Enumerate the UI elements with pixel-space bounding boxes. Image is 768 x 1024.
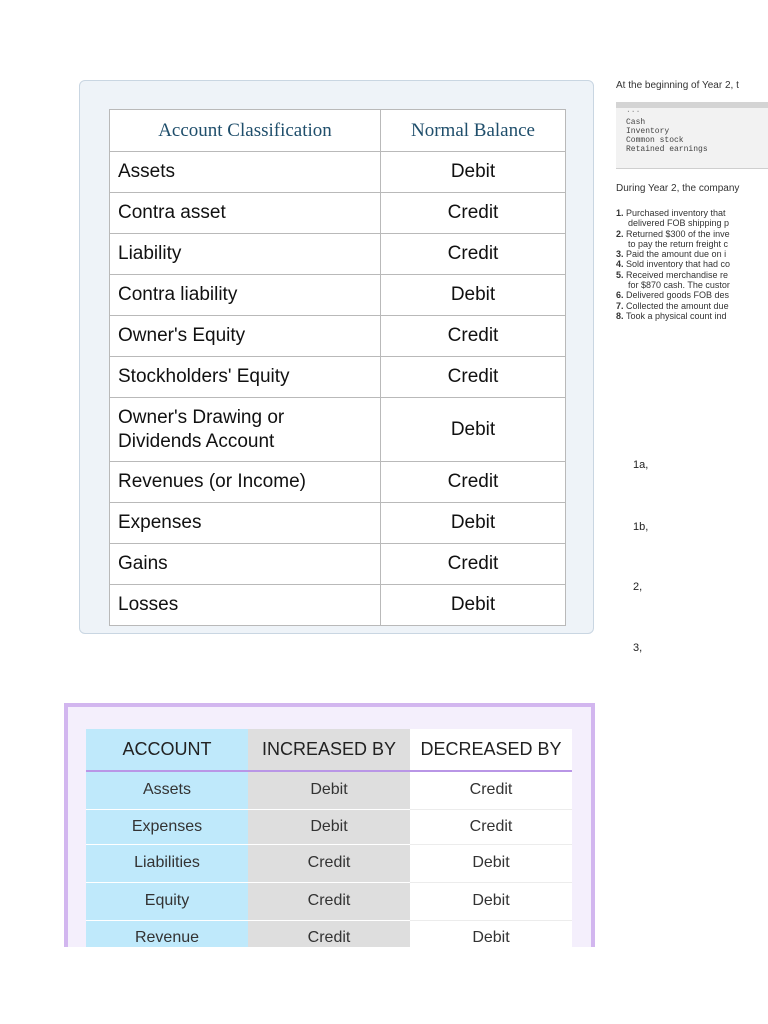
classification-cell: Revenues (or Income) — [110, 462, 381, 503]
decreased-cell: Debit — [410, 844, 572, 882]
header-normal-balance: Normal Balance — [381, 110, 566, 152]
classification-cell: Stockholders' Equity — [110, 357, 381, 398]
balance-cell: Debit — [381, 275, 566, 316]
account-cell: Expenses — [86, 809, 248, 844]
table-row — [110, 275, 566, 316]
list-item: 7. Collected the amount due — [616, 300, 729, 311]
balance-cell: Credit — [381, 193, 566, 234]
during-year-text: During Year 2, the company — [616, 183, 740, 194]
table-row — [110, 234, 566, 275]
problem-document — [616, 80, 768, 380]
table-row — [110, 462, 566, 503]
classification-cell: Contra liability — [110, 275, 381, 316]
increased-cell: Credit — [248, 844, 410, 882]
classification-line-1: Owner's Drawing or — [118, 406, 285, 428]
beginning-balances-table — [616, 102, 768, 169]
classification-cell: Gains — [110, 544, 381, 585]
table-row — [110, 152, 566, 193]
table-row — [110, 316, 566, 357]
header-account: ACCOUNT — [86, 729, 248, 771]
answer-label-3: 3, — [633, 642, 643, 654]
classification-cell: Assets — [110, 152, 381, 193]
balance-cell: Credit — [381, 234, 566, 275]
decreased-cell: Debit — [410, 920, 572, 947]
classification-cell — [110, 398, 381, 462]
list-item: 3. Paid the amount due on i — [616, 249, 727, 260]
account-cell: Revenue — [86, 920, 248, 947]
balance-cell: Debit — [381, 152, 566, 193]
table-row — [110, 503, 566, 544]
increased-cell: Credit — [248, 882, 410, 920]
table-row — [110, 357, 566, 398]
account-row: Inventory — [626, 127, 670, 136]
balance-cell: Credit — [381, 357, 566, 398]
table-row — [110, 544, 566, 585]
classification-cell: Contra asset — [110, 193, 381, 234]
classification-cell: Liability — [110, 234, 381, 275]
table-row — [86, 920, 572, 947]
problem-intro: At the beginning of Year 2, t — [616, 80, 739, 91]
account-row: Cash — [626, 118, 646, 127]
debit-credit-table — [86, 729, 572, 947]
balance-cell: Debit — [381, 585, 566, 626]
normal-balance-table — [109, 109, 566, 626]
table-row — [86, 844, 572, 882]
answer-label-1b: 1b, — [633, 521, 649, 533]
balance-cell: Debit — [381, 503, 566, 544]
table-row — [86, 882, 572, 920]
table-row — [86, 771, 572, 809]
table-row — [110, 398, 566, 462]
account-cell: Liabilities — [86, 844, 248, 882]
balance-cell: Debit — [381, 398, 566, 462]
list-item: 4. Sold inventory that had co — [616, 259, 731, 270]
normal-balance-card — [79, 80, 594, 634]
table-header-ellipsis: ... — [626, 106, 641, 115]
increased-cell: Credit — [248, 920, 410, 947]
list-item: 5. Received merchandise re for $870 cash. The custor — [616, 269, 730, 291]
answer-label-2: 2, — [633, 581, 643, 593]
increased-cell: Debit — [248, 809, 410, 844]
header-decreased-by: DECREASED BY — [410, 729, 572, 771]
list-item: 2. Returned $300 of the inve to pay the return freight c — [616, 228, 730, 249]
account-row: Retained earnings — [626, 145, 708, 154]
classification-line-2: Dividends Account — [118, 430, 275, 452]
decreased-cell: Credit — [410, 771, 572, 809]
header-account-classification: Account Classification — [110, 110, 381, 152]
transaction-list — [616, 208, 730, 321]
classification-cell: Losses — [110, 585, 381, 626]
answer-label-1a: 1a, — [633, 459, 649, 471]
balance-cell: Credit — [381, 544, 566, 585]
list-item: 1. Purchased inventory that delivered FOB shipping p — [616, 208, 730, 229]
account-cell: Equity — [86, 882, 248, 920]
increased-cell: Debit — [248, 771, 410, 809]
account-row: Common stock — [626, 136, 684, 145]
list-item: 6. Delivered goods FOB des — [616, 290, 730, 301]
account-cell: Assets — [86, 771, 248, 809]
decreased-cell: Credit — [410, 809, 572, 844]
balance-cell: Credit — [381, 316, 566, 357]
classification-cell: Expenses — [110, 503, 381, 544]
header-increased-by: INCREASED BY — [248, 729, 410, 771]
table-row — [110, 585, 566, 626]
decreased-cell: Debit — [410, 882, 572, 920]
list-item: 8. Took a physical count ind — [616, 310, 727, 321]
classification-cell: Owner's Equity — [110, 316, 381, 357]
table-row — [86, 809, 572, 844]
debit-credit-card — [64, 703, 595, 947]
table-row — [110, 193, 566, 234]
balance-cell: Credit — [381, 462, 566, 503]
